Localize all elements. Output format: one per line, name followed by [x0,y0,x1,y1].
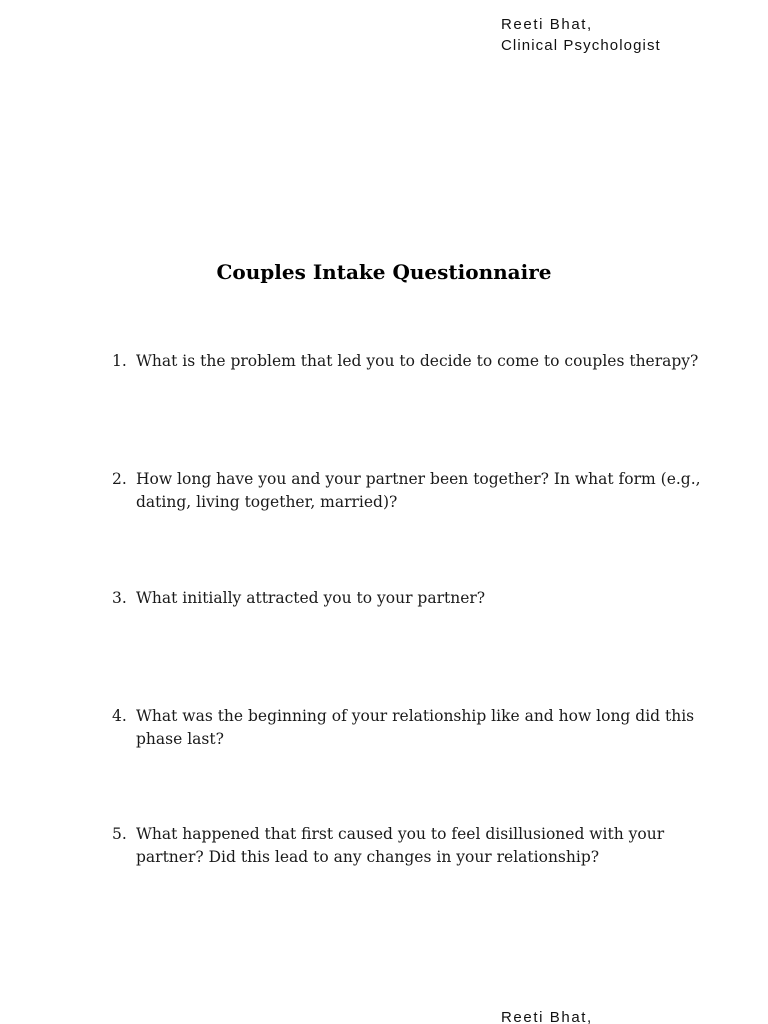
header-author-role: Clinical Psychologist [501,37,661,54]
question-text: What was the beginning of your relationship like and how long did this phase last? [136,707,695,748]
question-text: What happened that first caused you to feel disillusioned with your partner? Did this lead to any changes in your relationship? [136,825,665,866]
question-number: 1. [112,352,127,370]
question-item [112,587,702,610]
footer-author-name: Reeti Bhat, [501,1009,593,1024]
header-author-name: Reeti Bhat, [501,16,593,33]
question-item [112,705,702,751]
document-title: Couples Intake Questionnaire [216,260,552,284]
question-number: 3. [112,589,127,607]
header-signature [501,14,661,56]
question-number: 2. [112,470,127,488]
question-item [112,823,702,869]
question-item [112,468,702,514]
question-text: What is the problem that led you to decide to come to couples therapy? [136,352,699,370]
question-number: 4. [112,707,127,725]
question-item [112,350,702,373]
question-number: 5. [112,825,127,843]
question-text: How long have you and your partner been together? In what form (e.g., dating, living together, married)? [136,470,701,511]
question-text: What initially attracted you to your partner? [136,589,486,607]
